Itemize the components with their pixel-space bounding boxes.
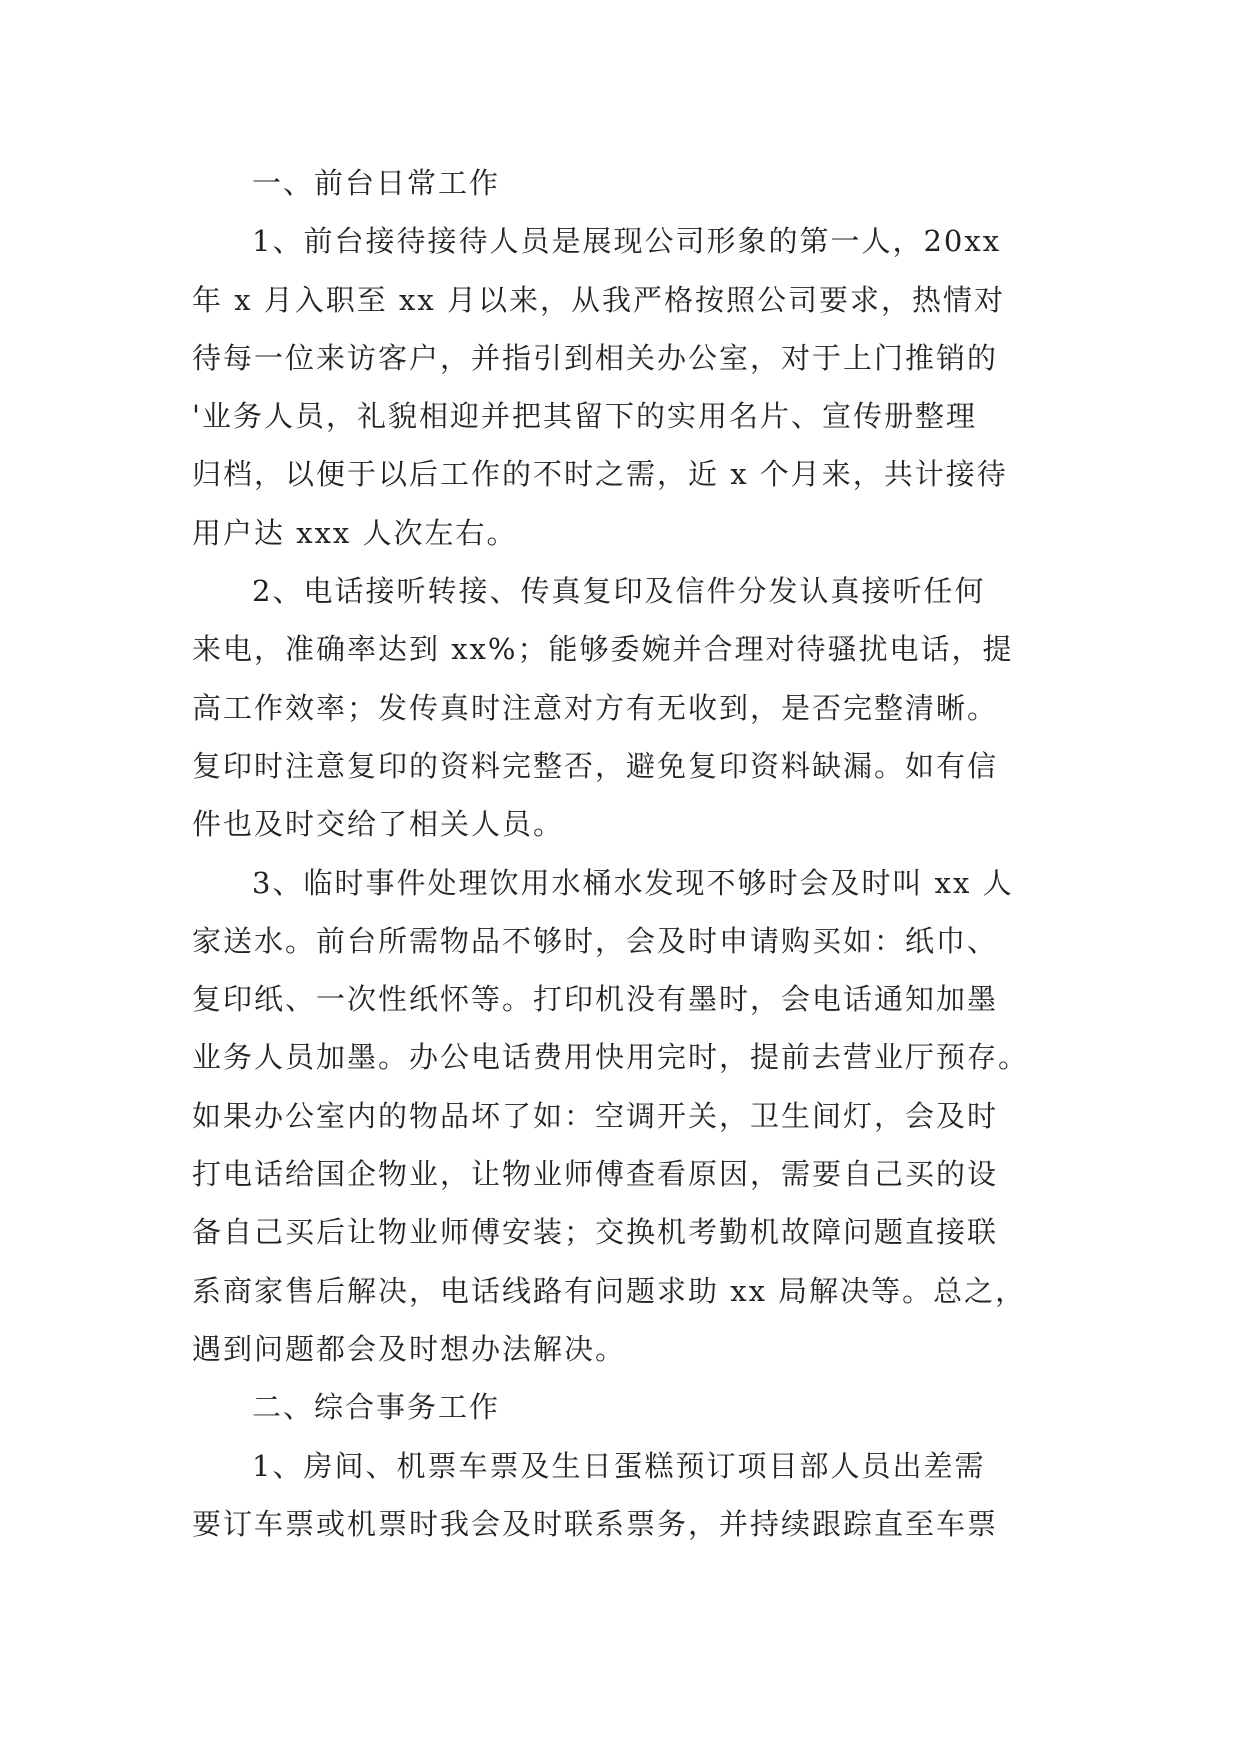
paragraph-line: 年 x 月入职至 xx 月以来，从我严格按照公司要求，热情对 xyxy=(192,282,1005,317)
paragraph-line: 业务人员加墨。办公电话费用快用完时，提前去营业厅预存。 xyxy=(192,1040,1030,1075)
paragraph-line: 用户达 xxx 人次左右。 xyxy=(192,515,518,550)
paragraph-line: 复印纸、一次性纸怀等。打印机没有墨时，会电话通知加墨 xyxy=(192,982,999,1017)
paragraph-line: 高工作效率；发传真时注意对方有无收到，是否完整清晰。 xyxy=(192,690,999,725)
paragraph-line: 待每一位来访客户，并指引到相关办公室，对于上门推销的 xyxy=(192,340,999,375)
paragraph-line: 来电，准确率达到 xx%；能够委婉并合理对待骚扰电话，提 xyxy=(192,632,1014,667)
paragraph-line: 要订车票或机票时我会及时联系票务，并持续跟踪直至车票 xyxy=(192,1506,999,1541)
paragraph-line: 3、临时事件处理饮用水桶水发现不够时会及时叫 xx 人 xyxy=(252,865,1014,900)
paragraph-line: 备自己买后让物业师傅安装；交换机考勤机故障问题直接联 xyxy=(192,1215,999,1250)
paragraph-line: 件也及时交给了相关人员。 xyxy=(192,807,565,842)
paragraph-line: 归档，以便于以后工作的不时之需，近 x 个月来，共计接待 xyxy=(192,457,1008,492)
paragraph-line: 1、前台接待接待人员是展现公司形象的第一人，20xx xyxy=(252,224,1002,259)
section-heading-1: 一、前台日常工作 xyxy=(252,166,501,200)
document-body xyxy=(192,154,1052,1553)
paragraph-line: 复印时注意复印的资料完整否，避免复印资料缺漏。如有信 xyxy=(192,748,999,783)
paragraph-line: 打电话给国企物业，让物业师傅查看原因，需要自己买的设 xyxy=(192,1157,999,1192)
paragraph-line: 2、电话接听转接、传真复印及信件分发认真接听任何 xyxy=(252,574,986,609)
paragraph-line: 家送水。前台所需物品不够时，会及时申请购买如：纸巾、 xyxy=(192,923,999,958)
paragraph-line: 遇到问题都会及时想办法解决。 xyxy=(192,1331,627,1366)
section-heading-2: 二、综合事务工作 xyxy=(252,1390,501,1425)
paragraph-line: 系商家售后解决，电话线路有问题求助 xx 局解决等。总之， xyxy=(192,1273,1027,1308)
paragraph-line: '业务人员，礼貌相迎并把其留下的实用名片、宣传册整理 xyxy=(192,399,977,434)
paragraph-line: 1、房间、机票车票及生日蛋糕预订项目部人员出差需 xyxy=(252,1448,986,1483)
paragraph-line: 如果办公室内的物品坏了如：空调开关，卫生间灯，会及时 xyxy=(192,1098,999,1133)
